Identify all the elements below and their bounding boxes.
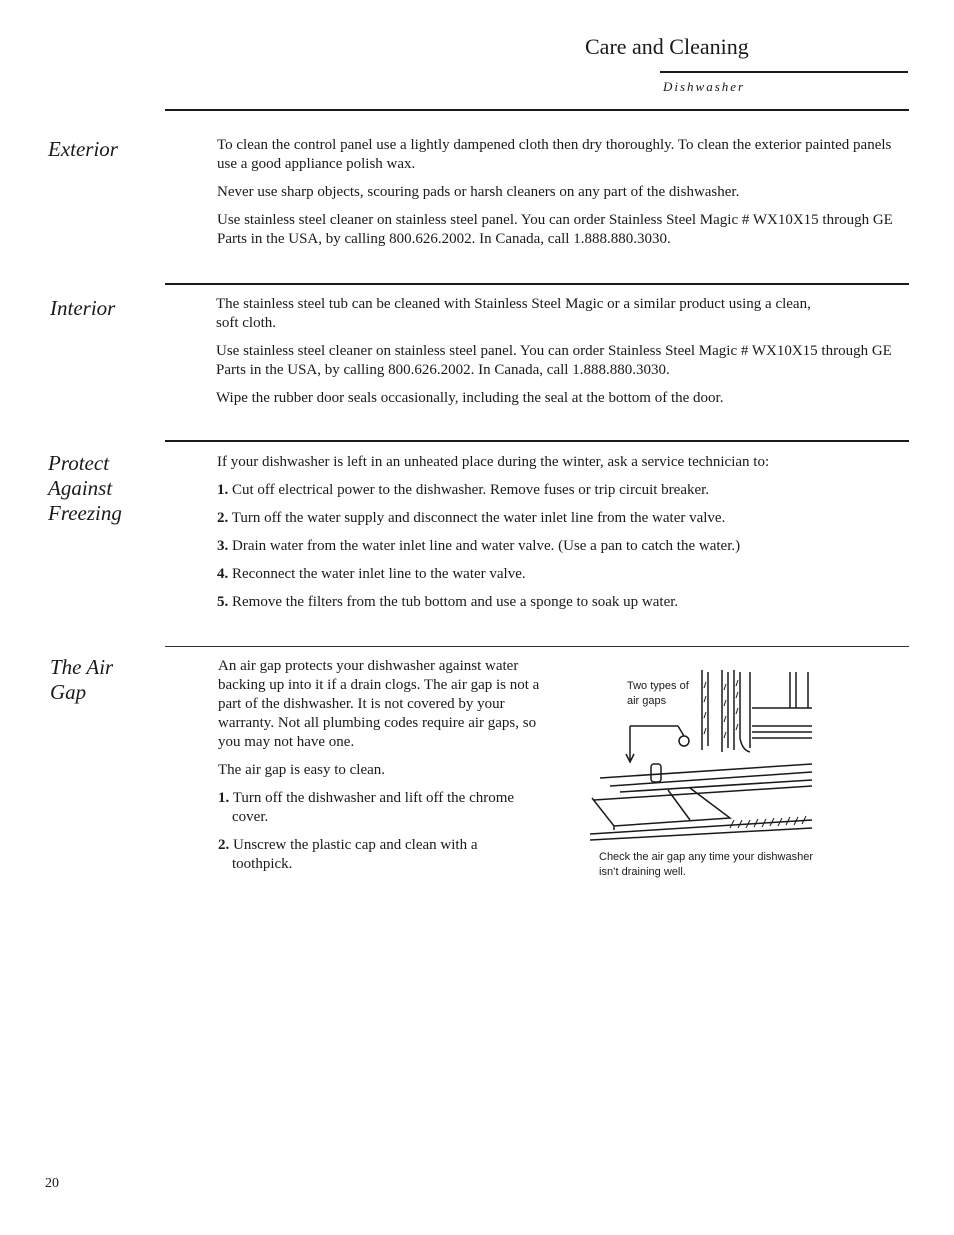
header-divider [660, 71, 908, 73]
step-number: 1. [217, 482, 229, 498]
airgap-paragraph: An air gap protects your dishwasher against water backing up into it if a drain clogs. The air gap is not a part of the dishwasher. It is not covered by your warranty. Not all plumbing codes require air gaps, so you may not have one. [218, 658, 540, 750]
title-line: Freezing [48, 501, 122, 525]
step-text: Reconnect the water inlet line to the water valve. [232, 566, 526, 582]
freezing-step [217, 565, 907, 584]
section-divider-freezing [165, 440, 909, 442]
illustration-label: Two types of air gaps [627, 680, 689, 707]
freezing-step [217, 593, 907, 612]
airgap-step [218, 789, 522, 827]
section-body-interior-cont [216, 342, 896, 417]
section-divider-top [165, 109, 909, 111]
airgap-step [218, 836, 522, 874]
step-number: 5. [217, 594, 229, 610]
section-title-airgap [50, 655, 113, 705]
title-line: Protect [48, 451, 110, 475]
page-header-subtitle: Dishwasher [663, 79, 746, 94]
page-number: 20 [45, 1176, 59, 1191]
step-number: 1. [218, 790, 230, 806]
title-line: The Air [50, 655, 114, 679]
interior-paragraph: Wipe the rubber door seals occasionally, including the seal at the bottom of the door. [216, 390, 724, 406]
section-divider-interior [165, 283, 909, 285]
title-line: Gap [50, 680, 87, 704]
section-title-interior: Interior [50, 296, 116, 320]
interior-paragraph: Use stainless steel cleaner on stainless steel panel. You can order Stainless Steel Magic # WX10X15 through GE Parts in the USA, by calling 800.626.2002. In Canada, call 1.888.880.3030. [216, 343, 892, 378]
interior-paragraph: The stainless steel tub can be cleaned with Stainless Steel Magic or a similar product using a clean, soft cloth. [216, 296, 811, 331]
section-body-interior [216, 295, 836, 342]
page-header-title: Care and Cleaning [585, 34, 749, 59]
step-text: Turn off the water supply and disconnect the water inlet line from the water valve. [231, 510, 726, 526]
exterior-paragraph: Use stainless steel cleaner on stainless steel panel. You can order Stainless Steel Magic # WX10X15 through GE Parts in the USA, by calling 800.626.2002. In Canada, call 1.888.880.3030. [217, 212, 893, 247]
step-text: Cut off electrical power to the dishwasher. Remove fuses or trip circuit breaker. [232, 482, 710, 498]
step-number: 4. [217, 566, 229, 582]
step-text: Remove the filters from the tub bottom and use a sponge to soak up water. [232, 594, 679, 610]
exterior-paragraph: Never use sharp objects, scouring pads or harsh cleaners on any part of the dishwasher. [217, 184, 740, 200]
title-line: Against [48, 476, 113, 500]
section-title-exterior: Exterior [48, 137, 118, 161]
step-text: Drain water from the water inlet line and water valve. (Use a pan to catch the water.) [232, 538, 741, 554]
section-body-airgap [218, 657, 548, 883]
step-text: Turn off the dishwasher and lift off the chrome cover. [232, 790, 515, 825]
section-body-freezing [217, 453, 907, 621]
section-body-exterior [217, 136, 897, 258]
step-number: 2. [218, 837, 230, 853]
freezing-step [217, 481, 907, 500]
freezing-intro: If your dishwasher is left in an unheated place during the winter, ask a service technician to: [217, 454, 770, 470]
step-number: 2. [217, 510, 229, 526]
section-divider-airgap [165, 646, 909, 647]
step-number: 3. [217, 538, 229, 554]
exterior-paragraph: To clean the control panel use a lightly dampened cloth then dry thoroughly. To clean the exterior painted panels use a good appliance polish wax. [217, 137, 892, 172]
airgap-paragraph: The air gap is easy to clean. [218, 762, 386, 778]
illustration-caption: Check the air gap any time your dishwasher isn’t draining well. [599, 851, 813, 878]
freezing-step [217, 509, 907, 528]
air-gap-illustration [590, 668, 815, 846]
section-title-freezing [48, 451, 122, 526]
step-text: Unscrew the plastic cap and clean with a toothpick. [232, 837, 478, 872]
freezing-step [217, 537, 907, 556]
